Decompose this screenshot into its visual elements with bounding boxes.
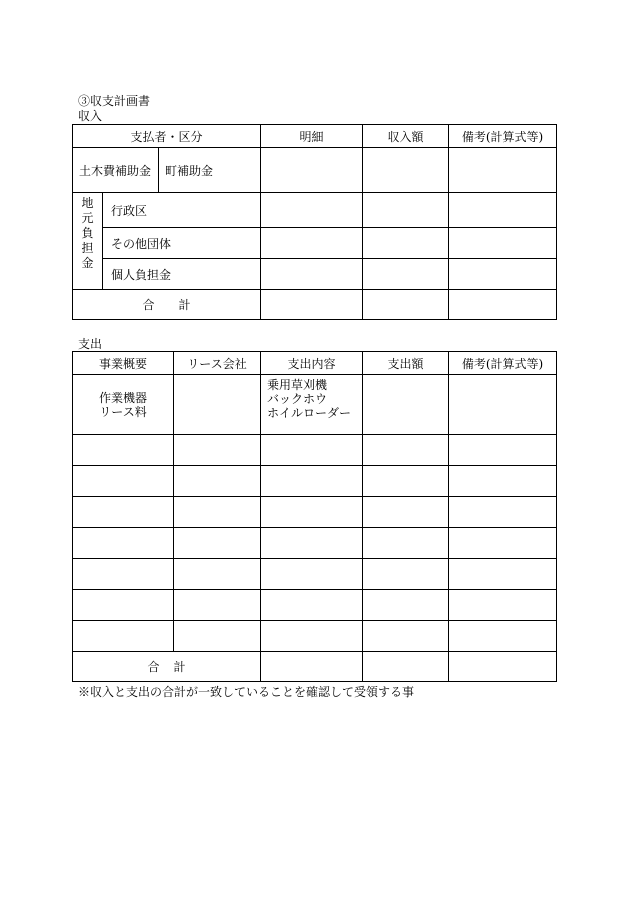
table-cell[interactable]: [261, 621, 363, 652]
table-cell[interactable]: [73, 528, 174, 559]
table-cell[interactable]: [449, 466, 557, 497]
local-burden-vertical-label: 地 元 負 担 金: [73, 193, 103, 290]
table-cell[interactable]: [363, 466, 449, 497]
table-cell[interactable]: [363, 435, 449, 466]
table-cell[interactable]: [363, 497, 449, 528]
amount-cell[interactable]: [363, 228, 449, 259]
details-cell[interactable]: [261, 290, 363, 320]
income-header-row: [73, 125, 557, 148]
table-cell[interactable]: [174, 590, 261, 621]
table-cell[interactable]: [261, 466, 363, 497]
income-total-row: [73, 290, 557, 320]
table-cell[interactable]: [73, 466, 174, 497]
expense-table: [72, 351, 557, 682]
table-cell[interactable]: [449, 497, 557, 528]
table-cell[interactable]: [261, 435, 363, 466]
income-table: [72, 124, 557, 320]
subsidy-row: [73, 148, 557, 193]
table-cell[interactable]: [73, 559, 174, 590]
table-cell[interactable]: [174, 435, 261, 466]
income-section-label: 収入: [78, 109, 103, 123]
remarks-header: 備考(計算式等): [449, 125, 557, 148]
details-cell[interactable]: [261, 259, 363, 290]
table-cell[interactable]: [363, 590, 449, 621]
remarks-header: 備考(計算式等): [449, 352, 557, 375]
income-total-label: 合 計: [73, 290, 261, 320]
table-cell[interactable]: [261, 559, 363, 590]
details-cell[interactable]: [261, 193, 363, 228]
table-cell[interactable]: [174, 559, 261, 590]
income-amount-header: 収入額: [363, 125, 449, 148]
project-summary-cell: 作業機器 リース料: [73, 375, 174, 435]
table-cell[interactable]: [363, 621, 449, 652]
table-cell[interactable]: [174, 497, 261, 528]
table-cell[interactable]: [73, 435, 174, 466]
project-summary-header: 事業概要: [73, 352, 174, 375]
expense-row: [73, 621, 557, 652]
payer-category-header: 支払者・区分: [73, 125, 261, 148]
table-cell[interactable]: [449, 435, 557, 466]
table-cell[interactable]: [449, 528, 557, 559]
details-cell[interactable]: [261, 228, 363, 259]
civil-engineering-subsidy-label: 土木費補助金: [73, 148, 159, 193]
table-cell[interactable]: [73, 590, 174, 621]
amount-cell[interactable]: [363, 193, 449, 228]
table-cell[interactable]: [174, 466, 261, 497]
table-cell[interactable]: [449, 559, 557, 590]
lease-company-cell[interactable]: [174, 375, 261, 435]
total-amount-cell[interactable]: [363, 652, 449, 682]
remarks-cell[interactable]: [449, 148, 557, 193]
table-cell[interactable]: [261, 590, 363, 621]
table-cell[interactable]: [363, 528, 449, 559]
table-cell[interactable]: [261, 528, 363, 559]
table-cell[interactable]: [449, 590, 557, 621]
expense-row: [73, 435, 557, 466]
expense-header-row: [73, 352, 557, 375]
total-amount-cell[interactable]: [363, 290, 449, 320]
administrative-district-label: 行政区: [103, 193, 261, 228]
expense-row: [73, 466, 557, 497]
expense-row: [73, 497, 557, 528]
remarks-cell[interactable]: [449, 228, 557, 259]
lease-company-header: リース会社: [174, 352, 261, 375]
expense-row: [73, 375, 557, 435]
footnote: ※収入と支出の合計が一致していることを確認して受領する事: [78, 685, 415, 699]
amount-cell[interactable]: [363, 259, 449, 290]
income-row-personal: [73, 259, 557, 290]
expense-row: [73, 590, 557, 621]
remarks-cell[interactable]: [449, 290, 557, 320]
table-cell[interactable]: [261, 652, 363, 682]
expense-row: [73, 528, 557, 559]
table-cell[interactable]: [363, 559, 449, 590]
remarks-cell[interactable]: [449, 259, 557, 290]
remarks-cell[interactable]: [449, 193, 557, 228]
expense-section-label: 支出: [78, 337, 103, 351]
income-row-other-groups: [73, 228, 557, 259]
table-cell[interactable]: [261, 497, 363, 528]
amount-cell[interactable]: [363, 148, 449, 193]
table-cell[interactable]: [73, 621, 174, 652]
table-cell[interactable]: [174, 621, 261, 652]
details-cell[interactable]: [261, 148, 363, 193]
amount-cell[interactable]: [363, 375, 449, 435]
table-cell[interactable]: [449, 621, 557, 652]
table-cell[interactable]: [73, 497, 174, 528]
expense-amount-header: 支出額: [363, 352, 449, 375]
table-cell[interactable]: [174, 528, 261, 559]
remarks-cell[interactable]: [449, 375, 557, 435]
town-subsidy-label: 町補助金: [159, 148, 261, 193]
expense-row: [73, 559, 557, 590]
document-title: ③収支計画書: [78, 94, 151, 108]
expense-total-row: [73, 652, 557, 682]
other-groups-label: その他団体: [103, 228, 261, 259]
personal-burden-label: 個人負担金: [103, 259, 261, 290]
details-header: 明細: [261, 125, 363, 148]
income-row-gyoseiku: [73, 193, 557, 228]
expense-contents-cell: 乗用草刈機 バックホウ ホイルローダー: [261, 375, 363, 435]
remarks-cell[interactable]: [449, 652, 557, 682]
expense-contents-header: 支出内容: [261, 352, 363, 375]
expense-total-label: 合 計: [73, 652, 261, 682]
